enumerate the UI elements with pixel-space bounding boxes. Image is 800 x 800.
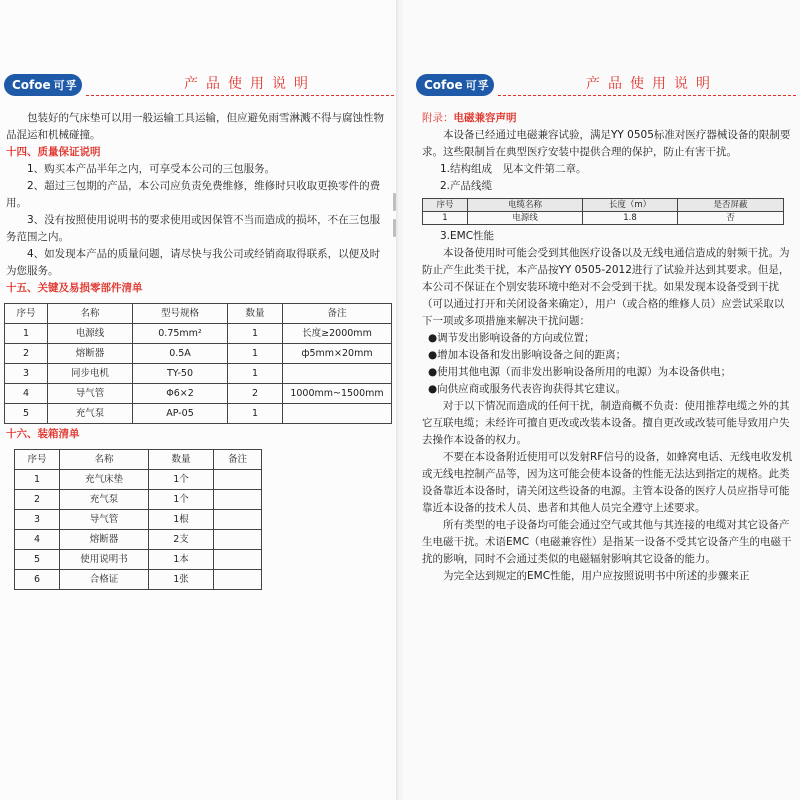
brand-name-cn: 可孚 [465, 79, 490, 92]
table-cell: 4 [15, 530, 60, 550]
emc-intro-paragraph: 本设备已经通过电磁兼容试验，满足YY 0505标准对医疗器械设备的限制要求。这些限制旨在典型医疗安装中提供合理的保护，防止有害干扰。 [422, 129, 791, 158]
section-15-title: 十五、关键及易损零部件清单 [6, 282, 143, 294]
appendix-heading [422, 110, 794, 127]
table-header: 名称 [48, 304, 133, 324]
table-cell [214, 530, 262, 550]
table-cell: 5 [5, 404, 48, 424]
table-header: 备注 [283, 304, 392, 324]
table-cell: 合格证 [60, 570, 149, 590]
table-cell: 2支 [149, 530, 214, 550]
table-cell [214, 470, 262, 490]
table-header: 数量 [149, 450, 214, 470]
emc-definition-paragraph: 所有类型的电子设备均可能会通过空气或其他与其连接的电缆对其它设备产生电磁干扰。术语EMC（电磁兼容性）是指某一设备不受其它设备产生的电磁干扰的影响，同时不会通过类似的电磁辐射影响其它设备的能力。 [422, 519, 792, 565]
right-page [402, 0, 800, 800]
transport-paragraph: 包装好的气床垫可以用一般运输工具运输，但应避免雨雪淋溅不得与腐蚀性物品混运和机械碰撞。 [6, 112, 384, 141]
table-cell: 6 [15, 570, 60, 590]
measure-bullet: ●向供应商或服务代表咨询获得其它建议。 [428, 383, 627, 395]
table-row [423, 212, 784, 225]
table-row [5, 324, 392, 344]
appendix-title: 电磁兼容声明 [453, 112, 517, 124]
emc-performance-item: 3.EMC性能 [440, 230, 495, 242]
interference-paragraph: 本设备使用时可能会受到其他医疗设备以及无线电通信造成的射频干扰。为防止产生此类干扰，本产品按YY 0505-2012进行了试验并达到其要求。但是，本公司不保证在个别安装环境中绝对不会受到干扰。如果发现本设备受到干扰（可以通过打开和关闭设备来确定），用户（或合格的维修人员）应尝试采取以下一项或多项措施来解决干扰问题： [422, 247, 790, 327]
warranty-item-3: 3、没有按照使用说明书的要求使用或因保管不当而造成的损坏，不在三包服务范围之内。 [6, 214, 381, 243]
measure-bullet: ●调节发出影响设备的方向或位置； [428, 332, 595, 344]
brand-logo [416, 74, 494, 96]
rf-warning-paragraph: 不要在本设备附近使用可以发射RF信号的设备，如蜂窝电话、无线电收发机或无线电控制产品等，因为这可能会使本设备的性能无法达到指定的规格。此类设备靠近本设备时，请关闭这些设备的电源。主管本设备的医疗人员应指导可能靠近本设备的技术人员、患者和其他人员完全遵守上述要求。 [422, 451, 793, 514]
right-header [402, 74, 800, 96]
table-header: 电缆名称 [468, 199, 583, 212]
table-header: 名称 [60, 450, 149, 470]
table-cell: 1根 [149, 510, 214, 530]
table-cell: 1 [5, 324, 48, 344]
table-cell: Φ6×2 [133, 384, 228, 404]
warranty-item-1: 1、购买本产品半年之内，可享受本公司的三包服务。 [27, 163, 276, 175]
table-cell: TY-50 [133, 364, 228, 384]
section-14-title: 十四、质量保证说明 [6, 146, 101, 158]
table-row [15, 490, 262, 510]
header-divider [86, 95, 394, 96]
table-cell: 3 [15, 510, 60, 530]
header-divider [498, 95, 796, 96]
table-header: 型号规格 [133, 304, 228, 324]
left-content [6, 110, 388, 590]
table-cell [214, 490, 262, 510]
table-cell: 1.8 [583, 212, 678, 225]
table-cell: 4 [5, 384, 48, 404]
table-cell: 0.75mm² [133, 324, 228, 344]
table-header-row [5, 304, 392, 324]
table-cell [283, 364, 392, 384]
table-cell: 2 [15, 490, 60, 510]
table-cell: 熔断器 [48, 344, 133, 364]
table-cell: 5 [15, 550, 60, 570]
section-16-title: 十六、装箱清单 [6, 428, 80, 440]
parts-table [4, 303, 392, 424]
brand-name: Cofoe [424, 78, 463, 92]
measure-bullet: ●增加本设备和发出影响设备之间的距离； [428, 349, 627, 361]
warranty-item-4: 4、如发现本产品的质量问题，请尽快与我公司或经销商取得联系，以便及时为您服务。 [6, 248, 381, 277]
table-cell [214, 510, 262, 530]
table-cell: 充气泵 [60, 490, 149, 510]
table-row [15, 530, 262, 550]
table-header: 数量 [228, 304, 283, 324]
table-cell: AP-05 [133, 404, 228, 424]
table-cell: 导气管 [60, 510, 149, 530]
table-cell: 2 [5, 344, 48, 364]
brand-logo [4, 74, 82, 96]
table-cell [214, 570, 262, 590]
warranty-item-2: 2、超过三包期的产品，本公司应负责免费维修，维修时只收取更换零件的费用。 [6, 180, 381, 209]
binding-marks [393, 185, 399, 265]
left-page [0, 0, 398, 800]
table-cell: 1 [423, 212, 468, 225]
table-row [15, 510, 262, 530]
table-header: 序号 [15, 450, 60, 470]
table-cell: 3 [5, 364, 48, 384]
table-row [15, 570, 262, 590]
packing-table [14, 449, 262, 590]
table-cell: 1张 [149, 570, 214, 590]
liability-paragraph: 对于以下情况而造成的任何干扰，制造商概不负责：使用推荐电缆之外的其它互联电缆；未经许可擅自更改或改装本设备。擅自更改或改装可能导致用户失去操作本设备的权力。 [422, 400, 790, 446]
table-header: 序号 [5, 304, 48, 324]
table-cell: 导气管 [48, 384, 133, 404]
left-header [0, 74, 398, 96]
table-header: 备注 [214, 450, 262, 470]
table-row [15, 550, 262, 570]
table-cell: 1 [228, 324, 283, 344]
table-cell: 1 [228, 404, 283, 424]
table-row [5, 384, 392, 404]
table-cell [214, 550, 262, 570]
table-row [5, 344, 392, 364]
structure-item: 1.结构组成 见本文件第二章。 [440, 163, 587, 175]
table-cell: 2 [228, 384, 283, 404]
brand-name-cn: 可孚 [53, 79, 78, 92]
table-header-row [423, 199, 784, 212]
appendix-label: 附录： [422, 112, 454, 124]
brand-name: Cofoe [12, 78, 51, 92]
table-header: 长度（m） [583, 199, 678, 212]
table-cell: 充气泵 [48, 404, 133, 424]
table-cell: 1 [228, 364, 283, 384]
page-title: 产品使用说明 [184, 76, 316, 92]
table-cell: 电源线 [468, 212, 583, 225]
cable-table [422, 198, 784, 225]
table-row [5, 364, 392, 384]
table-cell: 0.5A [133, 344, 228, 364]
table-header: 序号 [423, 199, 468, 212]
page-title: 产品使用说明 [586, 76, 718, 92]
table-cell: 1000mm~1500mm [283, 384, 392, 404]
table-cell: 否 [678, 212, 784, 225]
table-cell: 长度≥2000mm [283, 324, 392, 344]
table-cell: 电源线 [48, 324, 133, 344]
table-cell: 1个 [149, 470, 214, 490]
table-cell: 1 [15, 470, 60, 490]
table-cell [283, 404, 392, 424]
measure-bullet: ●使用其他电源（而非发出影响设备所用的电源）为本设备供电； [428, 366, 732, 378]
cable-item: 2.产品线缆 [440, 180, 493, 192]
table-row [15, 470, 262, 490]
table-cell: 1个 [149, 490, 214, 510]
table-cell: 1本 [149, 550, 214, 570]
table-cell: ф5mm×20mm [283, 344, 392, 364]
table-row [5, 404, 392, 424]
table-cell: 充气床垫 [60, 470, 149, 490]
right-content [422, 110, 794, 585]
table-cell: 使用说明书 [60, 550, 149, 570]
table-cell: 熔断器 [60, 530, 149, 550]
emc-instruction-paragraph: 为完全达到规定的EMC性能，用户应按照说明书中所述的步骤来正 [443, 570, 750, 582]
table-cell: 1 [228, 344, 283, 364]
table-header: 是否屏蔽 [678, 199, 784, 212]
table-cell: 同步电机 [48, 364, 133, 384]
table-header-row [15, 450, 262, 470]
